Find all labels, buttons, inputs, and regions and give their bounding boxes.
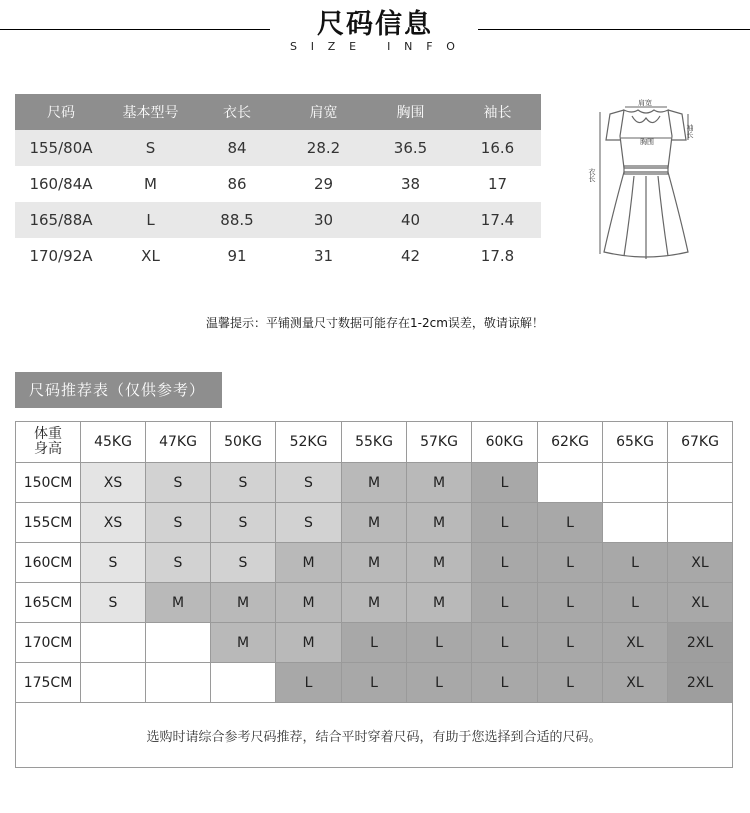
size-recommendation-cell: L (538, 583, 603, 623)
subtitle-letter: I (310, 40, 320, 53)
size-recommendation-cell: XL (603, 663, 668, 703)
cell: 38 (400, 175, 421, 193)
weight-header: 45KG (81, 422, 146, 463)
height-label: 155CM (16, 503, 81, 543)
height-label: 165CM (16, 583, 81, 623)
size-recommendation-cell: L (407, 623, 472, 663)
size-recommendation-cell: 2XL (668, 623, 733, 663)
size-recommendation-cell: M (407, 503, 472, 543)
size-recommendation-cell (146, 663, 211, 703)
size-recommendation-cell: M (407, 463, 472, 503)
subtitle-letter: E (349, 40, 362, 53)
cell: 17 (487, 175, 508, 193)
cell: 170/92A (29, 247, 93, 265)
size-recommendation-cell: XL (668, 583, 733, 623)
size-recommendation-cell: XL (603, 623, 668, 663)
size-recommendation-cell: L (603, 543, 668, 583)
size-recommendation-cell: S (276, 503, 342, 543)
cell: 160/84A (29, 175, 93, 193)
weight-header: 67KG (668, 422, 733, 463)
size-recommendation-cell: S (146, 503, 211, 543)
subtitle-letter: I (387, 40, 396, 53)
corner-cell (16, 422, 81, 463)
weight-header: 52KG (276, 422, 342, 463)
recommend-table (15, 421, 733, 768)
size-recommendation-cell: 2XL (668, 663, 733, 703)
size-recommendation-cell (81, 623, 146, 663)
weight-header: 65KG (603, 422, 668, 463)
size-recommendation-cell: S (211, 463, 276, 503)
size-recommendation-cell: XS (81, 463, 146, 503)
recommend-note-row (16, 703, 733, 768)
size-recommendation-cell (603, 463, 668, 503)
size-recommendation-cell: L (472, 503, 538, 543)
recommend-header-row (16, 422, 733, 463)
size-recommendation-cell: M (276, 623, 342, 663)
col-header: 衣长 (194, 94, 280, 130)
page-title: 尺码信息 (317, 9, 433, 40)
size-recommendation-cell (81, 663, 146, 703)
diagram-label-sleeve: 袖长 (686, 124, 694, 138)
page-subtitle (290, 40, 460, 53)
recommend-row (16, 663, 733, 703)
cell: 155/80A (15, 130, 107, 166)
size-recommendation-cell: L (472, 583, 538, 623)
size-recommendation-cell (668, 463, 733, 503)
size-recommendation-cell: L (342, 663, 407, 703)
subtitle-gap (370, 40, 379, 53)
size-recommendation-cell: L (407, 663, 472, 703)
cell: 40 (367, 202, 454, 238)
subtitle-letter: S (290, 40, 302, 53)
subtitle-letter: Z (327, 40, 341, 53)
height-label: 175CM (16, 663, 81, 703)
size-recommendation-cell: M (407, 543, 472, 583)
size-recommendation-cell (211, 663, 276, 703)
size-recommendation-cell: M (342, 543, 407, 583)
recommend-note: 选购时请综合参考尺码推荐，结合平时穿着尺码，有助于您选择到合适的尺码。 (16, 703, 733, 768)
diagram-label-chest: 胸围 (640, 138, 654, 146)
measurement-tip: 温馨提示：平铺测量尺寸数据可能存在1-2cm误差，敬请谅解！ (206, 316, 544, 330)
cell: 17.4 (454, 202, 541, 238)
subtitle-letter: N (404, 40, 418, 53)
size-recommendation-cell: S (146, 463, 211, 503)
size-recommendation-cell: L (342, 623, 407, 663)
size-recommendation-cell: S (146, 543, 211, 583)
recommend-row (16, 543, 733, 583)
size-recommendation-cell: L (603, 583, 668, 623)
size-recommendation-cell: M (211, 583, 276, 623)
weight-header: 50KG (211, 422, 276, 463)
size-recommendation-cell: L (538, 663, 603, 703)
col-header: 肩宽 (280, 94, 367, 130)
cell: 29 (313, 175, 334, 193)
size-recommendation-cell: L (472, 543, 538, 583)
size-row (15, 238, 541, 274)
weight-header: 60KG (472, 422, 538, 463)
cell: XL (141, 247, 160, 265)
size-table (15, 94, 541, 274)
cell: 91 (227, 247, 247, 265)
recommend-row (16, 503, 733, 543)
dress-diagram (588, 96, 703, 264)
size-recommendation-cell: XL (668, 543, 733, 583)
cell: 36.5 (367, 130, 454, 166)
cell: M (144, 175, 157, 193)
size-recommendation-cell: M (342, 463, 407, 503)
size-recommendation-cell (603, 503, 668, 543)
recommend-tag: 尺码推荐表（仅供参考） (15, 372, 222, 408)
height-label: 160CM (16, 543, 81, 583)
recommend-row (16, 623, 733, 663)
cell: L (107, 202, 194, 238)
size-recommendation-cell: L (276, 663, 342, 703)
size-recommendation-cell: M (407, 583, 472, 623)
cell: 88.5 (194, 202, 280, 238)
size-recommendation-cell: L (472, 623, 538, 663)
cell: 165/88A (15, 202, 107, 238)
size-recommendation-cell: S (81, 543, 146, 583)
recommend-row (16, 583, 733, 623)
cell: 28.2 (280, 130, 367, 166)
weight-header: 62KG (538, 422, 603, 463)
subtitle-letter: O (446, 40, 460, 53)
col-header: 尺码 (15, 94, 107, 130)
diagram-label-length: 衣长 (588, 168, 596, 182)
size-row (15, 166, 541, 202)
size-recommendation-cell: M (146, 583, 211, 623)
size-recommendation-cell: M (342, 503, 407, 543)
col-header: 基本型号 (107, 94, 194, 130)
col-header: 袖长 (454, 94, 541, 130)
size-recommendation-cell (146, 623, 211, 663)
size-recommendation-cell (538, 463, 603, 503)
subtitle-letter: F (426, 40, 438, 53)
size-recommendation-cell: L (472, 663, 538, 703)
size-recommendation-cell: S (81, 583, 146, 623)
size-recommendation-cell: M (342, 583, 407, 623)
corner-weight-label: 体重 (34, 426, 62, 442)
size-recommendation-cell: L (538, 543, 603, 583)
size-recommendation-cell: S (211, 503, 276, 543)
cell: 86 (227, 175, 247, 193)
col-header: 胸围 (367, 94, 454, 130)
cell: 31 (313, 247, 334, 265)
weight-header: 57KG (407, 422, 472, 463)
size-recommendation-cell: M (276, 583, 342, 623)
weight-header: 55KG (342, 422, 407, 463)
cell: S (107, 130, 194, 166)
size-recommendation-cell: L (472, 463, 538, 503)
weight-header: 47KG (146, 422, 211, 463)
cell: 17.8 (480, 247, 515, 265)
size-recommendation-cell (668, 503, 733, 543)
size-recommendation-cell: L (538, 503, 603, 543)
cell: 16.6 (454, 130, 541, 166)
size-recommendation-cell: XS (81, 503, 146, 543)
size-recommendation-cell: S (211, 543, 276, 583)
size-table-header (15, 94, 541, 130)
size-recommendation-cell: M (211, 623, 276, 663)
recommend-row (16, 463, 733, 503)
height-label: 170CM (16, 623, 81, 663)
height-label: 150CM (16, 463, 81, 503)
size-recommendation-cell: L (538, 623, 603, 663)
size-row (15, 130, 541, 166)
corner-height-label: 身高 (34, 441, 62, 457)
diagram-label-shoulder: 肩宽 (638, 99, 652, 107)
cell: 84 (194, 130, 280, 166)
size-recommendation-cell: S (276, 463, 342, 503)
cell: 42 (400, 247, 421, 265)
size-recommendation-cell: M (276, 543, 342, 583)
cell: 30 (280, 202, 367, 238)
size-row (15, 202, 541, 238)
